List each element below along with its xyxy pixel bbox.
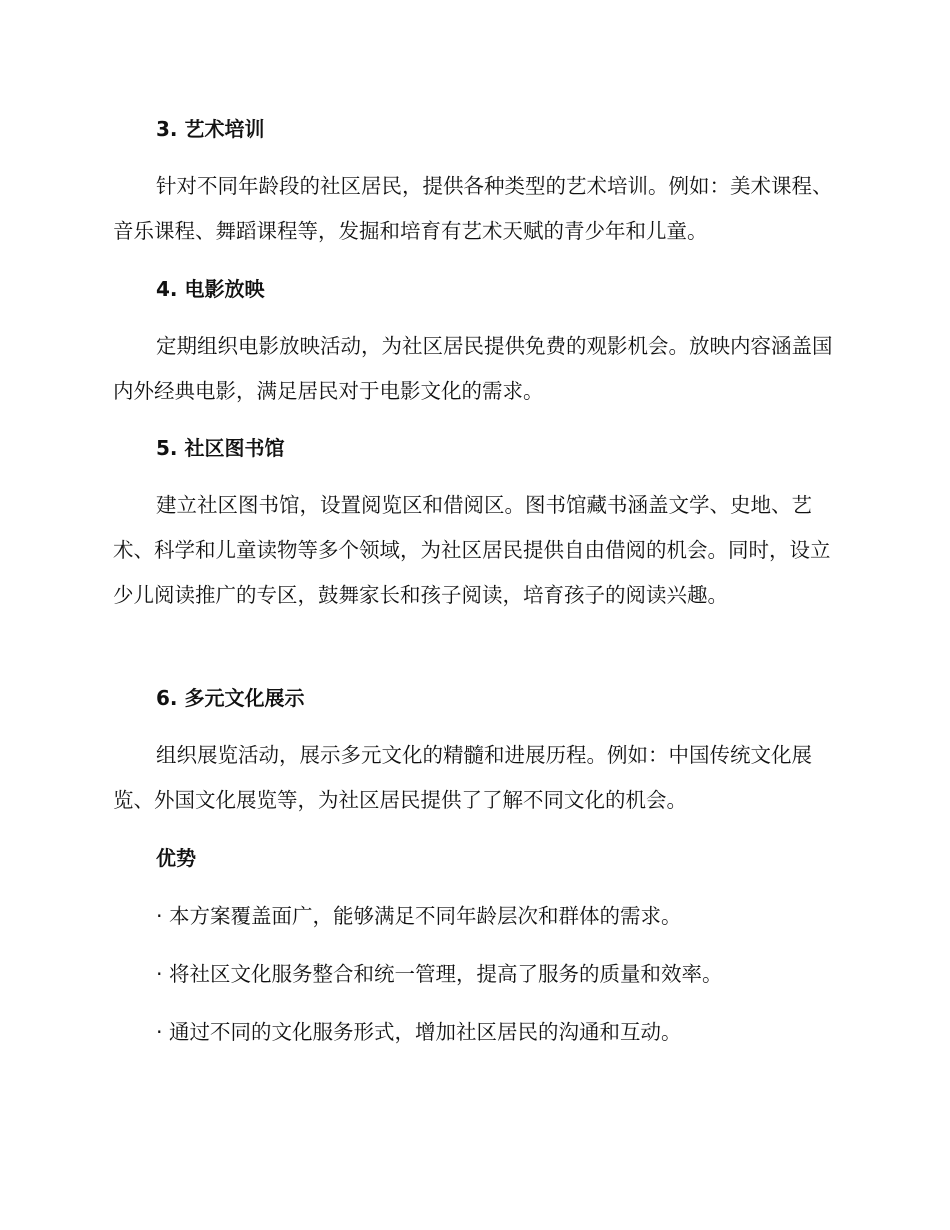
section-heading-film-screening: 4. 电影放映 [156, 277, 265, 301]
section-heading-multicultural-display: 6. 多元文化展示 [156, 686, 305, 710]
advantage-item: · 将社区文化服务整合和统一管理，提高了服务的质量和效率。 [156, 962, 723, 986]
section-body-multicultural-display: 组织展览活动，展示多元文化的精髓和进展历程。例如：中国传统文化展览、外国文化展览等，为社区居民提供了了解不同文化的机会。 [113, 743, 812, 812]
section-heading-art-training: 3. 艺术培训 [156, 117, 265, 141]
advantages-heading: 优势 [156, 846, 196, 870]
advantage-item: · 通过不同的文化服务形式，增加社区居民的沟通和互动。 [156, 1020, 682, 1044]
advantage-item: · 本方案覆盖面广，能够满足不同年龄层次和群体的需求。 [156, 904, 682, 928]
section-heading-community-library: 5. 社区图书馆 [156, 436, 285, 460]
section-body-art-training: 针对不同年龄段的社区居民，提供各种类型的艺术培训。例如：美术课程、音乐课程、舞蹈课程等，发掘和培育有艺术天赋的青少年和儿童。 [113, 174, 833, 243]
section-body-community-library: 建立社区图书馆，设置阅览区和借阅区。图书馆藏书涵盖文学、史地、艺术、科学和儿童读物等多个领域，为社区居民提供自由借阅的机会。同时，设立少儿阅读推广的专区，鼓舞家长和孩子阅读，培育孩子的阅读兴趣。 [113, 493, 831, 607]
section-body-film-screening: 定期组织电影放映活动，为社区居民提供免费的观影机会。放映内容涵盖国内外经典电影，满足居民对于电影文化的需求。 [113, 334, 833, 403]
